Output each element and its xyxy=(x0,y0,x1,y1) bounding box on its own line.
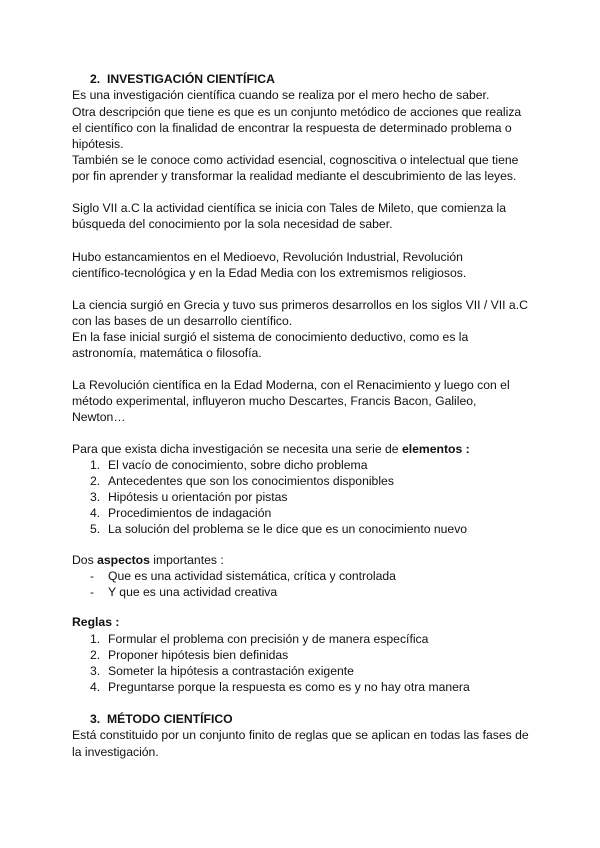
list-item-text: Hipótesis u orientación por pistas xyxy=(108,490,288,504)
list-item-text: Someter la hipótesis a contrastación exigente xyxy=(108,664,354,678)
list-item-text: Antecedentes que son los conocimientos disponibles xyxy=(108,474,394,488)
aspectos-suffix: importantes : xyxy=(149,553,224,567)
list-item-number: 3. xyxy=(90,664,101,678)
section-2-title: INVESTIGACIÓN CIENTÍFICA xyxy=(106,72,275,86)
intro-line-4: hipótesis. xyxy=(72,137,124,151)
list-item xyxy=(90,505,271,521)
estancamientos-line-2: científico-tecnológica y en la Edad Media con los extremismos religiosos. xyxy=(72,266,467,280)
siglo-line-1: Siglo VII a.C la actividad científica se inicia con Tales de Mileto, que comienza la xyxy=(72,201,507,215)
list-item-text: Preguntarse porque la respuesta es como es y no hay otra manera xyxy=(108,680,470,694)
section-3-heading xyxy=(90,711,233,727)
list-item-dash: - xyxy=(90,585,95,599)
list-item-number: 2. xyxy=(90,648,101,662)
ciencia-line-1: La ciencia surgió en Grecia y tuvo sus primeros desarrollos en los siglos VII / VII a.C xyxy=(72,298,528,312)
ciencia-line-2: con las bases de un desarrollo científico. xyxy=(72,314,293,328)
section-2-number: 2. xyxy=(90,72,101,86)
list-item xyxy=(90,489,288,505)
elementos-intro-bold: elementos : xyxy=(401,442,470,456)
elementos-intro-text: Para que exista dicha investigación se necesita una serie de xyxy=(72,442,402,456)
list-item xyxy=(90,473,394,489)
aspectos-intro xyxy=(72,552,224,568)
list-item-number: 1. xyxy=(90,458,101,472)
intro-line-2: Otra descripción que tiene es que es un conjunto metódico de acciones que realiza xyxy=(72,105,522,119)
aspectos-prefix: Dos xyxy=(72,553,98,567)
section-3-title: MÉTODO CIENTÍFICO xyxy=(106,712,233,726)
reglas-label: Reglas : xyxy=(72,615,120,629)
intro-line-1: Es una investigación científica cuando se realiza por el mero hecho de saber. xyxy=(72,88,490,102)
metodo-line-1: Está constituido por un conjunto finito de reglas que se aplican en todas las fases de xyxy=(72,728,529,742)
ciencia-line-3: En la fase inicial surgió el sistema de conocimiento deductivo, como es la xyxy=(72,330,469,344)
list-item-number: 4. xyxy=(90,506,101,520)
list-item-number: 4. xyxy=(90,680,101,694)
section-2-heading xyxy=(90,71,275,87)
list-item xyxy=(90,663,354,679)
metodo-line-2: la investigación. xyxy=(72,745,159,759)
list-item xyxy=(90,647,288,663)
list-item-text: Y que es una actividad creativa xyxy=(108,585,278,599)
revolucion-line-1: La Revolución científica en la Edad Moderna, con el Renacimiento y luego con el xyxy=(72,378,510,392)
list-item-number: 2. xyxy=(90,474,101,488)
list-item xyxy=(90,568,396,584)
intro-line-6: por fin aprender y transformar la realidad mediante el descubrimiento de las leyes. xyxy=(72,169,517,183)
list-item-text: Procedimientos de indagación xyxy=(108,506,272,520)
revolucion-line-2: método experimental, influyeron mucho Descartes, Francis Bacon, Galileo, xyxy=(72,394,477,408)
list-item-number: 1. xyxy=(90,632,101,646)
list-item xyxy=(90,584,277,600)
aspectos-bold: aspectos xyxy=(97,553,150,567)
list-item xyxy=(90,521,467,537)
list-item-number: 3. xyxy=(90,490,101,504)
ciencia-line-4: astronomía, matemática o filosofía. xyxy=(72,346,262,360)
list-item-text: El vacío de conocimiento, sobre dicho problema xyxy=(108,458,368,472)
list-item-dash: - xyxy=(90,569,95,583)
intro-line-5: También se le conoce como actividad esencial, cognoscitiva o intelectual que tiene xyxy=(72,153,519,167)
list-item-text: Que es una actividad sistemática, crítica y controlada xyxy=(108,569,396,583)
list-item-text: Proponer hipótesis bien definidas xyxy=(108,648,289,662)
list-item xyxy=(90,679,470,695)
list-item xyxy=(90,457,367,473)
revolucion-line-3: Newton… xyxy=(72,410,126,424)
list-item-text: La solución del problema se le dice que es un conocimiento nuevo xyxy=(108,522,468,536)
list-item xyxy=(90,631,428,647)
intro-line-3: el científico con la finalidad de encontrar la respuesta de determinado problema o xyxy=(72,121,512,135)
elementos-intro xyxy=(72,441,470,457)
section-3-number: 3. xyxy=(90,712,101,726)
list-item-text: Formular el problema con precisión y de manera específica xyxy=(108,632,429,646)
siglo-line-2: búsqueda del conocimiento por la sola necesidad de saber. xyxy=(72,217,393,231)
estancamientos-line-1: Hubo estancamientos en el Medioevo, Revolución Industrial, Revolución xyxy=(72,250,463,264)
list-item-number: 5. xyxy=(90,522,101,536)
